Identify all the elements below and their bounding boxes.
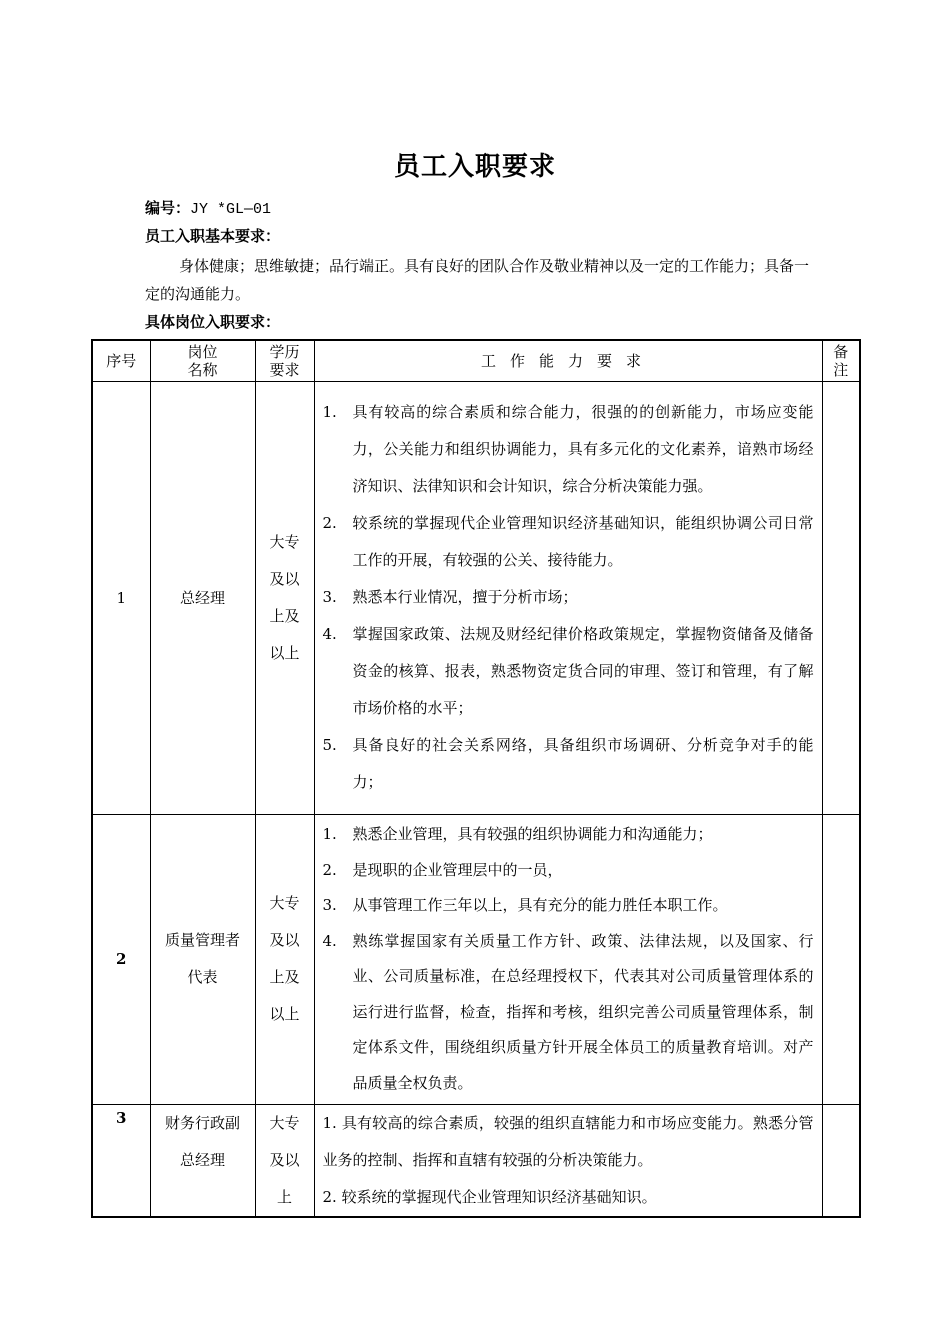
edu-line: 上及 <box>269 968 300 986</box>
item-text: 较系统的掌握现代企业管理知识经济基础知识。 <box>341 1187 657 1206</box>
edu-line: 及以 <box>269 931 300 949</box>
item-text: 具备良好的社会关系网络，具备组织市场调研、分析竞争对手的能力； <box>352 736 814 791</box>
item-number: 1. <box>322 825 337 843</box>
requirement-item <box>323 394 814 505</box>
requirement-item <box>323 817 814 853</box>
row-post <box>150 1104 255 1217</box>
table-header-row <box>92 340 860 381</box>
header-post-line1: 岗位 <box>187 342 218 361</box>
item-number: 2. <box>322 1187 337 1206</box>
basic-requirements-text: 身体健康；思维敏捷；品行端正。具有良好的团队合作及敬业精神以及一定的工作能力；具备一定的沟通能力。 <box>145 257 810 303</box>
item-number: 1. <box>322 1113 337 1132</box>
header-ability: 工作能力要求 <box>314 340 822 381</box>
header-remark <box>822 340 860 381</box>
document-code <box>145 197 271 218</box>
edu-line: 以上 <box>269 643 300 662</box>
header-education <box>255 340 314 381</box>
requirement-item <box>323 1179 814 1216</box>
item-number: 2. <box>322 860 337 879</box>
row-post <box>150 814 255 1104</box>
edu-line: 大专 <box>269 1113 300 1132</box>
header-post <box>150 340 255 381</box>
row-no: 3 <box>92 1104 150 1217</box>
edu-line: 上及 <box>269 606 300 625</box>
header-post-line2: 名称 <box>187 360 218 379</box>
row-requirements <box>314 381 822 814</box>
item-text: 较系统的掌握现代企业管理知识经济基础知识，能组织协调公司日常工作的开展，有较强的公关、接待能力。 <box>352 514 814 569</box>
post-line: 质量管理者 <box>164 931 240 949</box>
row-education <box>255 814 314 1104</box>
requirement-item <box>323 888 814 924</box>
row-remark <box>822 1104 860 1217</box>
header-edu-line2: 要求 <box>269 360 300 379</box>
requirement-item <box>323 616 814 727</box>
post-line: 代表 <box>187 968 218 986</box>
item-text: 具有较高的综合素质和综合能力，很强的的创新能力，市场应变能力，公关能力和组织协调能力，具有多元化的文化素养，谙熟市场经济知识、法律知识和会计知识，综合分析决策能力强。 <box>352 403 814 495</box>
table-row <box>92 814 860 1104</box>
header-no: 序号 <box>92 340 150 381</box>
header-remark-line2: 注 <box>833 360 849 379</box>
item-number: 1. <box>322 403 337 421</box>
item-number: 4. <box>322 931 337 950</box>
requirement-item <box>323 727 814 801</box>
requirement-item <box>323 505 814 579</box>
edu-line: 及以 <box>269 569 300 588</box>
item-text: 具有较高的综合素质，较强的组织直辖能力和市场应变能力。熟悉分管业务的控制、指挥和直辖有较强的分析决策能力。 <box>322 1113 814 1169</box>
post-line: 财务行政副 <box>164 1113 240 1132</box>
item-number: 3. <box>322 896 337 914</box>
code-value: JY *GL—01 <box>190 201 272 218</box>
item-number: 4. <box>322 625 337 643</box>
code-label: 编号： <box>145 199 191 217</box>
row-education <box>255 381 314 814</box>
edu-line: 大专 <box>269 894 300 912</box>
position-requirements-heading: 具体岗位入职要求： <box>145 313 281 331</box>
row-requirements <box>314 814 822 1104</box>
table-row <box>92 381 860 814</box>
item-text: 是现职的企业管理层中的一员， <box>352 860 563 879</box>
row-no: 1 <box>92 381 150 814</box>
document-title: 员工入职要求 <box>393 152 556 182</box>
item-number: 3. <box>322 588 337 606</box>
requirement-item <box>323 1105 814 1179</box>
item-text: 熟练掌握国家有关质量工作方针、政策、法律法规，以及国家、行业、公司质量标准，在总经理授权下，代表其对公司质量管理体系的运行进行监督，检查，指挥和考核，组织完善公司质量管理体系，制定体系文件，围绕组织质量方针开展全体员工的质量教育培训。对产品质量全权负责。 <box>352 931 814 1092</box>
requirement-item <box>323 579 814 616</box>
edu-line: 及以 <box>269 1150 300 1169</box>
table-row <box>92 1104 860 1217</box>
row-post: 总经理 <box>150 381 255 814</box>
item-number: 5. <box>322 736 337 754</box>
header-remark-line1: 备 <box>833 342 849 361</box>
item-text: 熟悉本行业情况，擅于分析市场； <box>352 588 578 606</box>
basic-requirements-heading: 员工入职基本要求： <box>145 227 281 245</box>
edu-line: 以上 <box>269 1005 300 1023</box>
item-number: 2. <box>322 514 337 532</box>
row-remark <box>822 814 860 1104</box>
item-text: 从事管理工作三年以上，具有充分的能力胜任本职工作。 <box>352 896 728 914</box>
row-education <box>255 1104 314 1217</box>
requirements-table <box>91 339 861 1218</box>
header-edu-line1: 学历 <box>269 342 300 361</box>
edu-line: 上 <box>276 1187 292 1206</box>
requirement-item <box>323 924 814 1102</box>
requirement-item <box>323 853 814 889</box>
row-requirements <box>314 1104 822 1217</box>
row-no: 2 <box>92 814 150 1104</box>
row-remark <box>822 381 860 814</box>
item-text: 掌握国家政策、法规及财经纪律价格政策规定，掌握物资储备及储备资金的核算、报表，熟悉物资定货合同的审理、签订和管理，有了解市场价格的水平； <box>352 625 814 717</box>
post-line: 总经理 <box>179 1150 225 1169</box>
edu-line: 大专 <box>269 532 300 551</box>
item-text: 熟悉企业管理，具有较强的组织协调能力和沟通能力； <box>352 825 713 843</box>
